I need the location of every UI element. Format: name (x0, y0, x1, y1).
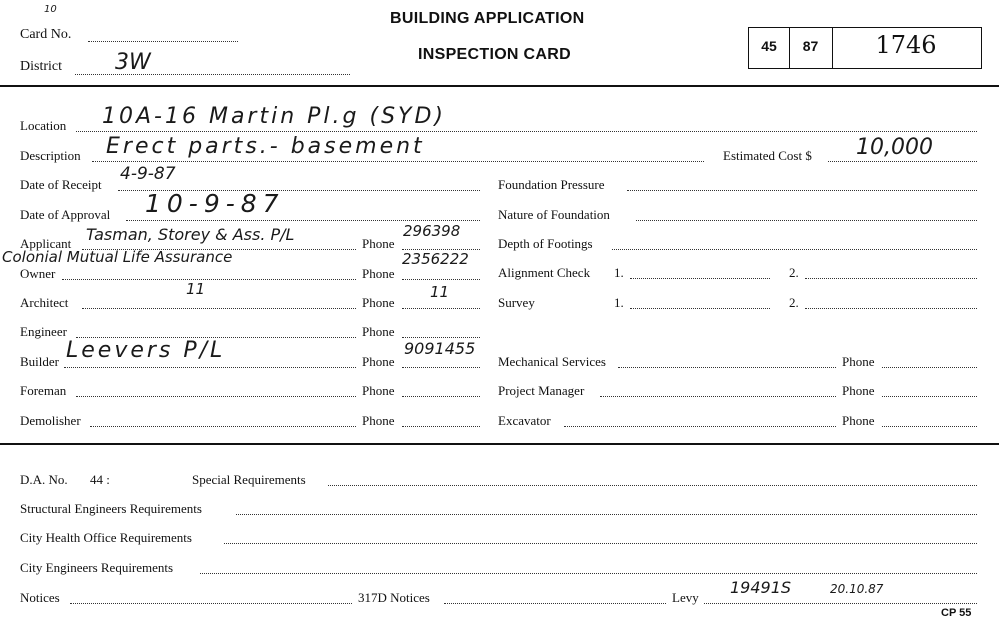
special-requirements-label: Special Requirements (192, 472, 306, 487)
survey-label: Survey (498, 295, 535, 310)
builder-value: Leevers P/L (66, 338, 226, 363)
foreman-phone-label: Phone (362, 383, 395, 398)
notices-field[interactable] (70, 603, 352, 604)
form-title-line2: INSPECTION CARD (418, 46, 571, 63)
architect-phone-value: 11 (430, 283, 450, 301)
depth-of-footings-field[interactable] (612, 249, 977, 250)
project-manager-phone-field[interactable] (882, 396, 977, 397)
da-number-label: D.A. No. (20, 472, 68, 487)
survey-1-label: 1. (614, 295, 624, 310)
owner-label: Owner (20, 266, 56, 281)
foreman-label: Foreman (20, 383, 67, 398)
reference-cell-2: 87 (802, 38, 819, 54)
location-field[interactable] (76, 131, 977, 132)
foundation-pressure-label: Foundation Pressure (498, 177, 605, 192)
foreman-field[interactable] (76, 396, 356, 397)
owner-phone-field[interactable] (402, 279, 480, 280)
levy-field[interactable] (704, 603, 977, 604)
engineer-phone-label: Phone (362, 324, 395, 339)
notices-317d-field[interactable] (444, 603, 666, 604)
city-health-label: City Health Office Requirements (20, 530, 192, 545)
architect-phone-field[interactable] (402, 308, 480, 309)
card-no-field[interactable] (88, 41, 238, 42)
alignment-check-1-label: 1. (614, 265, 624, 280)
levy-value: 19491S (730, 578, 792, 597)
builder-label: Builder (20, 354, 59, 369)
card-reference-box (748, 27, 982, 69)
district-label: District (20, 59, 62, 74)
applicant-phone-value: 296398 (403, 222, 461, 240)
description-value: Erect parts.- basement (106, 134, 425, 159)
builder-phone-field[interactable] (402, 367, 480, 368)
mechanical-services-field[interactable] (618, 367, 836, 368)
alignment-check-label: Alignment Check (498, 265, 591, 280)
demolisher-field[interactable] (90, 426, 356, 427)
foundation-pressure-field[interactable] (627, 190, 977, 191)
builder-field[interactable] (64, 367, 356, 368)
notices-label: Notices (20, 590, 60, 605)
owner-value: Colonial Mutual Life Assurance (2, 248, 233, 266)
alignment-check-2-field[interactable] (805, 278, 977, 279)
description-field[interactable] (92, 161, 704, 162)
survey-1-field[interactable] (630, 308, 770, 309)
estimated-cost-label: Estimated Cost $ (723, 148, 812, 163)
foreman-phone-field[interactable] (402, 396, 480, 397)
middle-rule (0, 443, 999, 445)
survey-2-field[interactable] (805, 308, 977, 309)
card-serial-number: 1746 (875, 31, 937, 59)
card-no-label: Card No. (20, 27, 72, 42)
city-health-field[interactable] (224, 543, 977, 544)
levy-date: 20.10.87 (830, 582, 884, 596)
mechanical-phone-field[interactable] (882, 367, 977, 368)
nature-of-foundation-label: Nature of Foundation (498, 207, 610, 222)
mechanical-phone-label: Phone (842, 354, 875, 369)
owner-field[interactable] (62, 279, 356, 280)
builder-phone-value: 9091455 (404, 339, 476, 358)
project-manager-phone-label: Phone (842, 383, 875, 398)
demolisher-label: Demolisher (20, 413, 81, 428)
card-number-mark: 10 (44, 4, 57, 15)
date-approval-label: Date of Approval (20, 207, 111, 222)
form-code: CP 55 (941, 607, 972, 619)
architect-phone-label: Phone (362, 295, 395, 310)
alignment-check-1-field[interactable] (630, 278, 770, 279)
date-approval-field[interactable] (126, 220, 480, 221)
demolisher-phone-label: Phone (362, 413, 395, 428)
form-title-line1: BUILDING APPLICATION (390, 10, 585, 27)
levy-label: Levy (672, 590, 699, 605)
mechanical-services-label: Mechanical Services (498, 354, 606, 369)
date-approval-value: 10-9-87 (145, 189, 285, 218)
description-label: Description (20, 148, 81, 163)
special-requirements-field[interactable] (328, 485, 977, 486)
city-engineers-field[interactable] (200, 573, 977, 574)
reference-cell-1: 45 (761, 38, 777, 54)
excavator-phone-field[interactable] (882, 426, 977, 427)
date-receipt-label: Date of Receipt (20, 177, 102, 192)
owner-phone-value: 2356222 (402, 250, 469, 268)
da-number-value: 44 : (90, 472, 110, 487)
architect-label: Architect (20, 295, 69, 310)
depth-of-footings-label: Depth of Footings (498, 236, 593, 251)
engineer-phone-field[interactable] (402, 337, 480, 338)
architect-field[interactable] (82, 308, 356, 309)
notices-317d-label: 317D Notices (358, 590, 430, 605)
estimated-cost-field[interactable] (828, 161, 977, 162)
estimated-cost-value: 10,000 (856, 135, 933, 160)
engineer-label: Engineer (20, 324, 67, 339)
owner-phone-label: Phone (362, 266, 395, 281)
applicant-value: Tasman, Storey & Ass. P/L (86, 225, 295, 244)
builder-phone-label: Phone (362, 354, 395, 369)
excavator-field[interactable] (564, 426, 836, 427)
location-label: Location (20, 118, 67, 133)
district-value: 3W (115, 50, 151, 75)
structural-engineers-label: Structural Engineers Requirements (20, 501, 202, 516)
survey-2-label: 2. (789, 295, 799, 310)
project-manager-label: Project Manager (498, 383, 585, 398)
nature-of-foundation-field[interactable] (636, 220, 977, 221)
project-manager-field[interactable] (600, 396, 836, 397)
city-engineers-label: City Engineers Requirements (20, 560, 174, 575)
applicant-phone-label: Phone (362, 236, 395, 251)
demolisher-phone-field[interactable] (402, 426, 480, 427)
excavator-label: Excavator (498, 413, 551, 428)
architect-value: 11 (186, 280, 206, 298)
date-receipt-value: 4-9-87 (120, 164, 176, 184)
alignment-check-2-label: 2. (789, 265, 799, 280)
location-value: 10A-16 Martin Pl.g (SYD) (102, 104, 446, 129)
header-rule (0, 85, 999, 87)
applicant-label: Applicant (20, 236, 72, 251)
excavator-phone-label: Phone (842, 413, 875, 428)
structural-engineers-field[interactable] (236, 514, 977, 515)
